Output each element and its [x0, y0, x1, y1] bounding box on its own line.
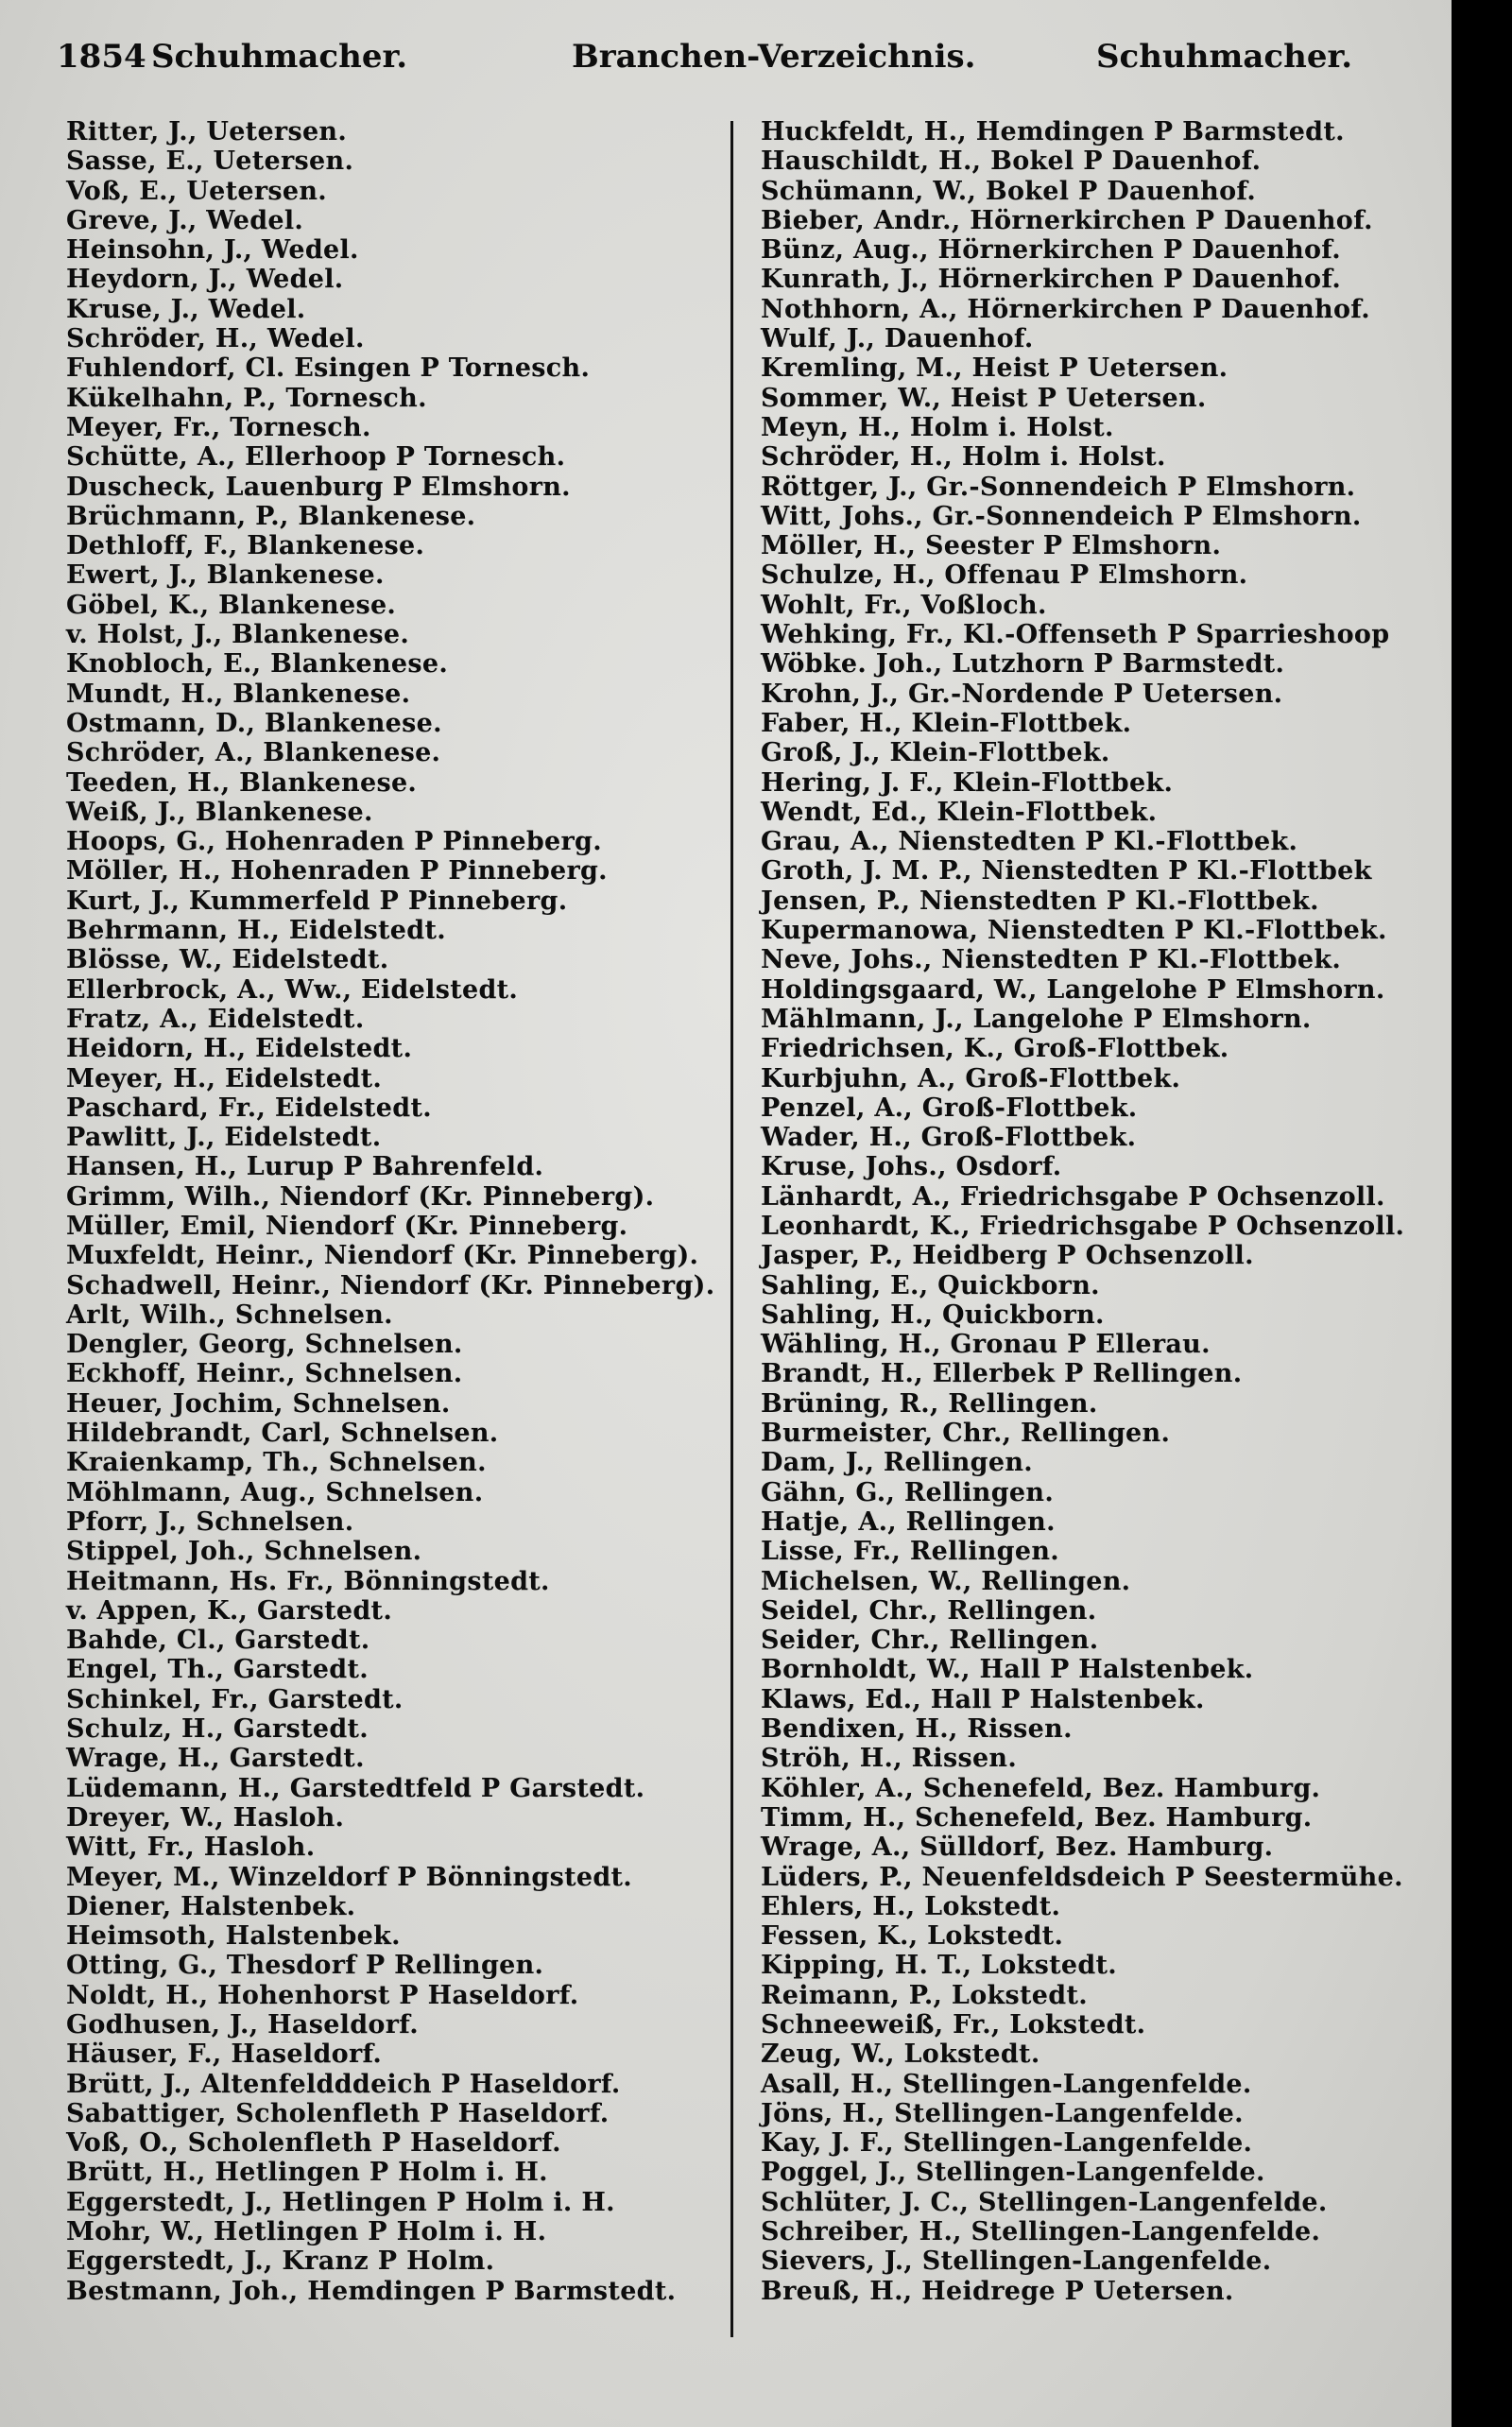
directory-entry: Krohn, J., Gr.-Nordende P Uetersen.	[761, 679, 1283, 709]
directory-entry: Michelsen, W., Rellingen.	[761, 1566, 1131, 1596]
directory-entry: Fuhlendorf, Cl. Esingen P Tornesch.	[66, 353, 591, 384]
directory-entry: Nothhorn, A., Hörnerkirchen P Dauenhof.	[761, 294, 1370, 324]
directory-entry: Friedrichsen, K., Groß-Flottbek.	[761, 1034, 1229, 1064]
directory-entry: Hansen, H., Lurup P Bahrenfeld.	[66, 1152, 544, 1182]
directory-entry: Dreyer, W., Hasloh.	[66, 1802, 345, 1833]
directory-entry: Blösse, W., Eidelstedt.	[66, 945, 389, 975]
directory-entry: Dengler, Georg, Schnelsen.	[66, 1330, 463, 1360]
directory-entry: Brandt, H., Ellerbek P Rellingen.	[761, 1359, 1243, 1389]
directory-entry: Sievers, J., Stellingen-Langenfelde.	[761, 2246, 1272, 2277]
directory-entry: Poggel, J., Stellingen-Langenfelde.	[761, 2158, 1265, 2188]
directory-entry: Schreiber, H., Stellingen-Langenfelde.	[761, 2217, 1321, 2247]
scan-border	[1452, 0, 1512, 2427]
directory-entry: Neve, Johs., Nienstedten P Kl.-Flottbek.	[761, 945, 1342, 975]
directory-entry: Wöbke. Joh., Lutzhorn P Barmstedt.	[761, 649, 1285, 680]
directory-entry: Kurt, J., Kummerfeld P Pinneberg.	[66, 886, 568, 916]
directory-entry: Paschard, Fr., Eidelstedt.	[66, 1093, 432, 1123]
directory-entry: Kruse, J., Wedel.	[66, 294, 306, 324]
directory-entry: Dam, J., Rellingen.	[761, 1448, 1033, 1478]
directory-entry: Fessen, K., Lokstedt.	[761, 1921, 1064, 1952]
directory-entry: Noldt, H., Hohenhorst P Haseldorf.	[66, 1980, 579, 2010]
running-head-right: Schuhmacher.	[1096, 38, 1353, 76]
directory-entry: Timm, H., Schenefeld, Bez. Hamburg.	[761, 1802, 1313, 1833]
directory-entry: Greve, J., Wedel.	[66, 205, 304, 235]
directory-entry: Knobloch, E., Blankenese.	[66, 649, 449, 680]
directory-entry: Witt, Fr., Hasloh.	[66, 1833, 316, 1863]
directory-entry: Mundt, H., Blankenese.	[66, 679, 411, 709]
page-number: 1854	[57, 38, 146, 76]
directory-entry: Sahling, E., Quickborn.	[761, 1270, 1100, 1300]
directory-entry: Pawlitt, J., Eidelstedt.	[66, 1123, 382, 1153]
directory-entry: Müller, Emil, Niendorf (Kr. Pinneberg.	[66, 1211, 628, 1241]
directory-entry: v. Appen, K., Garstedt.	[66, 1595, 393, 1626]
directory-entry: Möhlmann, Aug., Schnelsen.	[66, 1477, 484, 1507]
directory-entry: Sabattiger, Scholenfleth P Haseldorf.	[66, 2098, 610, 2128]
directory-entry: Kunrath, J., Hörnerkirchen P Dauenhof.	[761, 265, 1342, 295]
directory-entry: Hoops, G., Hohenraden P Pinneberg.	[66, 827, 602, 857]
directory-entry: Häuser, F., Haseldorf.	[66, 2040, 383, 2070]
directory-entry: Wader, H., Groß-Flottbek.	[761, 1123, 1137, 1153]
directory-entry: Schröder, A., Blankenese.	[66, 738, 441, 768]
directory-entry: Röttger, J., Gr.-Sonnendeich P Elmshorn.	[761, 472, 1356, 502]
directory-entry: Fratz, A., Eidelstedt.	[66, 1004, 365, 1034]
left-column	[66, 117, 728, 2306]
directory-entry: Mohr, W., Hetlingen P Holm i. H.	[66, 2217, 547, 2247]
directory-entry: Witt, Johs., Gr.-Sonnendeich P Elmshorn.	[761, 501, 1362, 531]
directory-entry: Heuer, Jochim, Schnelsen.	[66, 1388, 451, 1419]
page-header	[57, 38, 1353, 91]
directory-entry: Ehlers, H., Lokstedt.	[761, 1891, 1061, 1921]
directory-entry: Heinsohn, J., Wedel.	[66, 235, 359, 266]
directory-entry: Brütt, J., Altenfeldddeich P Haseldorf.	[66, 2069, 621, 2099]
directory-entry: Köhler, A., Schenefeld, Bez. Hamburg.	[761, 1773, 1321, 1803]
directory-entry: Gähn, G., Rellingen.	[761, 1477, 1055, 1507]
directory-entry: Mählmann, J., Langelohe P Elmshorn.	[761, 1004, 1312, 1034]
directory-entry: Eggerstedt, J., Kranz P Holm.	[66, 2246, 495, 2277]
directory-entry: Stippel, Joh., Schnelsen.	[66, 1537, 422, 1567]
directory-entry: Pforr, J., Schnelsen.	[66, 1506, 354, 1537]
directory-entry: Kupermanowa, Nienstedten P Kl.-Flottbek.	[761, 916, 1387, 946]
directory-entry: Muxfeldt, Heinr., Niendorf (Kr. Pinneberg).	[66, 1241, 699, 1271]
directory-entry: Göbel, K., Blankenese.	[66, 590, 397, 620]
directory-entry: Bendixen, H., Rissen.	[761, 1714, 1073, 1745]
directory-entry: Grimm, Wilh., Niendorf (Kr. Pinneberg).	[66, 1181, 655, 1212]
directory-entry: Lüdemann, H., Garstedtfeld P Garstedt.	[66, 1773, 645, 1803]
directory-entry: Bahde, Cl., Garstedt.	[66, 1626, 370, 1656]
directory-entry: Sahling, H., Quickborn.	[761, 1300, 1105, 1330]
directory-entry: Wohlt, Fr., Voßloch.	[761, 590, 1047, 620]
directory-entry: Huckfeldt, H., Hemdingen P Barmstedt.	[761, 117, 1345, 146]
directory-entry: Kükelhahn, P., Tornesch.	[66, 383, 427, 413]
directory-entry: Sasse, E., Uetersen.	[66, 146, 354, 177]
directory-entry: Wrage, H., Garstedt.	[66, 1744, 365, 1774]
directory-entry: Schröder, H., Holm i. Holst.	[761, 442, 1166, 473]
directory-entry: Godhusen, J., Haseldorf.	[66, 2010, 419, 2040]
directory-entry: Burmeister, Chr., Rellingen.	[761, 1419, 1171, 1449]
directory-entry: Schadwell, Heinr., Niendorf (Kr. Pinneberg).	[66, 1270, 715, 1300]
directory-entry: Arlt, Wilh., Schnelsen.	[66, 1300, 393, 1330]
directory-entry: Schinkel, Fr., Garstedt.	[66, 1684, 404, 1714]
directory-entry: Heydorn, J., Wedel.	[66, 265, 344, 295]
directory-entry: Groß, J., Klein-Flottbek.	[761, 738, 1110, 768]
directory-entry: Engel, Th., Garstedt.	[66, 1655, 369, 1685]
directory-entry: Wähling, H., Gronau P Ellerau.	[761, 1330, 1211, 1360]
directory-entry: Meyer, H., Eidelstedt.	[66, 1063, 383, 1093]
directory-entry: Meyn, H., Holm i. Holst.	[761, 412, 1114, 442]
directory-entry: Schütte, A., Ellerhoop P Tornesch.	[66, 442, 566, 473]
directory-entry: Ritter, J., Uetersen.	[66, 117, 348, 146]
directory-entry: Jensen, P., Nienstedten P Kl.-Flottbek.	[761, 886, 1319, 916]
directory-entry: Dethloff, F., Blankenese.	[66, 531, 425, 561]
directory-entry: Ewert, J., Blankenese.	[66, 560, 385, 591]
directory-entry: Diener, Halstenbek.	[66, 1891, 356, 1921]
directory-entry: Länhardt, A., Friedrichsgabe P Ochsenzoll.	[761, 1181, 1385, 1212]
directory-entry: Bornholdt, W., Hall P Halstenbek.	[761, 1655, 1254, 1685]
directory-entry: Heidorn, H., Eidelstedt.	[66, 1034, 413, 1064]
directory-entry: Bestmann, Joh., Hemdingen P Barmstedt.	[66, 2276, 677, 2306]
directory-entry: Bünz, Aug., Hörnerkirchen P Dauenhof.	[761, 235, 1341, 266]
directory-entry: Kremling, M., Heist P Uetersen.	[761, 353, 1228, 384]
directory-entry: Meyer, M., Winzeldorf P Bönningstedt.	[66, 1862, 632, 1892]
directory-entry: Reimann, P., Lokstedt.	[761, 1980, 1088, 2010]
directory-entry: Möller, H., Hohenraden P Pinneberg.	[66, 856, 608, 886]
directory-entry: Wendt, Ed., Klein-Flottbek.	[761, 797, 1158, 827]
directory-entry: Bieber, Andr., Hörnerkirchen P Dauenhof.	[761, 205, 1373, 235]
directory-entry: Brüning, R., Rellingen.	[761, 1388, 1098, 1419]
directory-entry: Jöns, H., Stellingen-Langenfelde.	[761, 2098, 1244, 2128]
directory-entry: Schröder, H., Wedel.	[66, 324, 365, 354]
directory-entry: Sommer, W., Heist P Uetersen.	[761, 383, 1207, 413]
directory-entry: Kipping, H. T., Lokstedt.	[761, 1951, 1117, 1981]
directory-entry: Teeden, H., Blankenese.	[66, 767, 418, 798]
directory-entry: Duscheck, Lauenburg P Elmshorn.	[66, 472, 571, 502]
directory-entry: Faber, H., Klein-Flottbek.	[761, 708, 1132, 738]
directory-entry: Ostmann, D., Blankenese.	[66, 708, 442, 738]
right-column	[761, 117, 1451, 2306]
directory-entry: Hildebrandt, Carl, Schnelsen.	[66, 1419, 499, 1449]
directory-entry: Eggerstedt, J., Hetlingen P Holm i. H.	[66, 2187, 615, 2217]
running-head-left: Schuhmacher.	[151, 38, 408, 76]
directory-entry: Schulz, H., Garstedt.	[66, 1714, 369, 1745]
directory-entry: Klaws, Ed., Hall P Halstenbek.	[761, 1684, 1205, 1714]
directory-entry: Leonhardt, K., Friedrichsgabe P Ochsenzoll.	[761, 1211, 1405, 1241]
directory-entry: Hatje, A., Rellingen.	[761, 1506, 1056, 1537]
directory-entry: Schneeweiß, Fr., Lokstedt.	[761, 2010, 1146, 2040]
directory-entry: Jasper, P., Heidberg P Ochsenzoll.	[761, 1241, 1254, 1271]
directory-entry: Hauschildt, H., Bokel P Dauenhof.	[761, 146, 1262, 177]
directory-entry: Holdingsgaard, W., Langelohe P Elmshorn.	[761, 974, 1385, 1005]
directory-entry: v. Holst, J., Blankenese.	[66, 620, 410, 650]
directory-entry: Meyer, Fr., Tornesch.	[66, 412, 371, 442]
directory-entry: Kraienkamp, Th., Schnelsen.	[66, 1448, 487, 1478]
directory-entry: Groth, J. M. P., Nienstedten P Kl.-Flottbek	[761, 856, 1372, 886]
directory-entry: Lüders, P., Neuenfeldsdeich P Seestermühe.	[761, 1862, 1403, 1892]
directory-entry: Hering, J. F., Klein-Flottbek.	[761, 767, 1174, 798]
directory-title: Branchen-Verzeichnis.	[572, 38, 976, 76]
directory-entry: Weiß, J., Blankenese.	[66, 797, 373, 827]
directory-entry: Wehking, Fr., Kl.-Offenseth P Sparrieshoop	[761, 620, 1390, 650]
directory-entry: Schlüter, J. C., Stellingen-Langenfelde.	[761, 2187, 1328, 2217]
directory-entry: Ströh, H., Rissen.	[761, 1744, 1018, 1774]
directory-entry: Voß, E., Uetersen.	[66, 176, 327, 206]
directory-entry: Brütt, H., Hetlingen P Holm i. H.	[66, 2158, 548, 2188]
directory-entry: Otting, G., Thesdorf P Rellingen.	[66, 1951, 544, 1981]
directory-entry: Schümann, W., Bokel P Dauenhof.	[761, 176, 1257, 206]
directory-entry: Breuß, H., Heidrege P Uetersen.	[761, 2276, 1234, 2306]
directory-entry: Grau, A., Nienstedten P Kl.-Flottbek.	[761, 827, 1298, 857]
directory-entry: Wrage, A., Sülldorf, Bez. Hamburg.	[761, 1833, 1274, 1863]
directory-entry: Heimsoth, Halstenbek.	[66, 1921, 401, 1952]
directory-entry: Wulf, J., Dauenhof.	[761, 324, 1034, 354]
directory-entry: Voß, O., Scholenfleth P Haseldorf.	[66, 2128, 561, 2159]
directory-entry: Kurbjuhn, A., Groß-Flottbek.	[761, 1063, 1181, 1093]
directory-entry: Kay, J. F., Stellingen-Langenfelde.	[761, 2128, 1253, 2159]
directory-entry: Seidel, Chr., Rellingen.	[761, 1595, 1097, 1626]
directory-entry: Zeug, W., Lokstedt.	[761, 2040, 1040, 2070]
directory-entry: Heitmann, Hs. Fr., Bönningstedt.	[66, 1566, 550, 1596]
directory-entry: Kruse, Johs., Osdorf.	[761, 1152, 1062, 1182]
column-divider	[730, 121, 733, 2337]
directory-entry: Behrmann, H., Eidelstedt.	[66, 916, 446, 946]
directory-entry: Möller, H., Seester P Elmshorn.	[761, 531, 1222, 561]
directory-entry: Seider, Chr., Rellingen.	[761, 1626, 1099, 1656]
directory-entry: Eckhoff, Heinr., Schnelsen.	[66, 1359, 463, 1389]
directory-entry: Brüchmann, P., Blankenese.	[66, 501, 476, 531]
directory-entry: Penzel, A., Groß-Flottbek.	[761, 1093, 1138, 1123]
directory-entry: Asall, H., Stellingen-Langenfelde.	[761, 2069, 1252, 2099]
directory-entry: Lisse, Fr., Rellingen.	[761, 1537, 1059, 1567]
directory-entry: Ellerbrock, A., Ww., Eidelstedt.	[66, 974, 519, 1005]
directory-entry: Schulze, H., Offenau P Elmshorn.	[761, 560, 1248, 591]
